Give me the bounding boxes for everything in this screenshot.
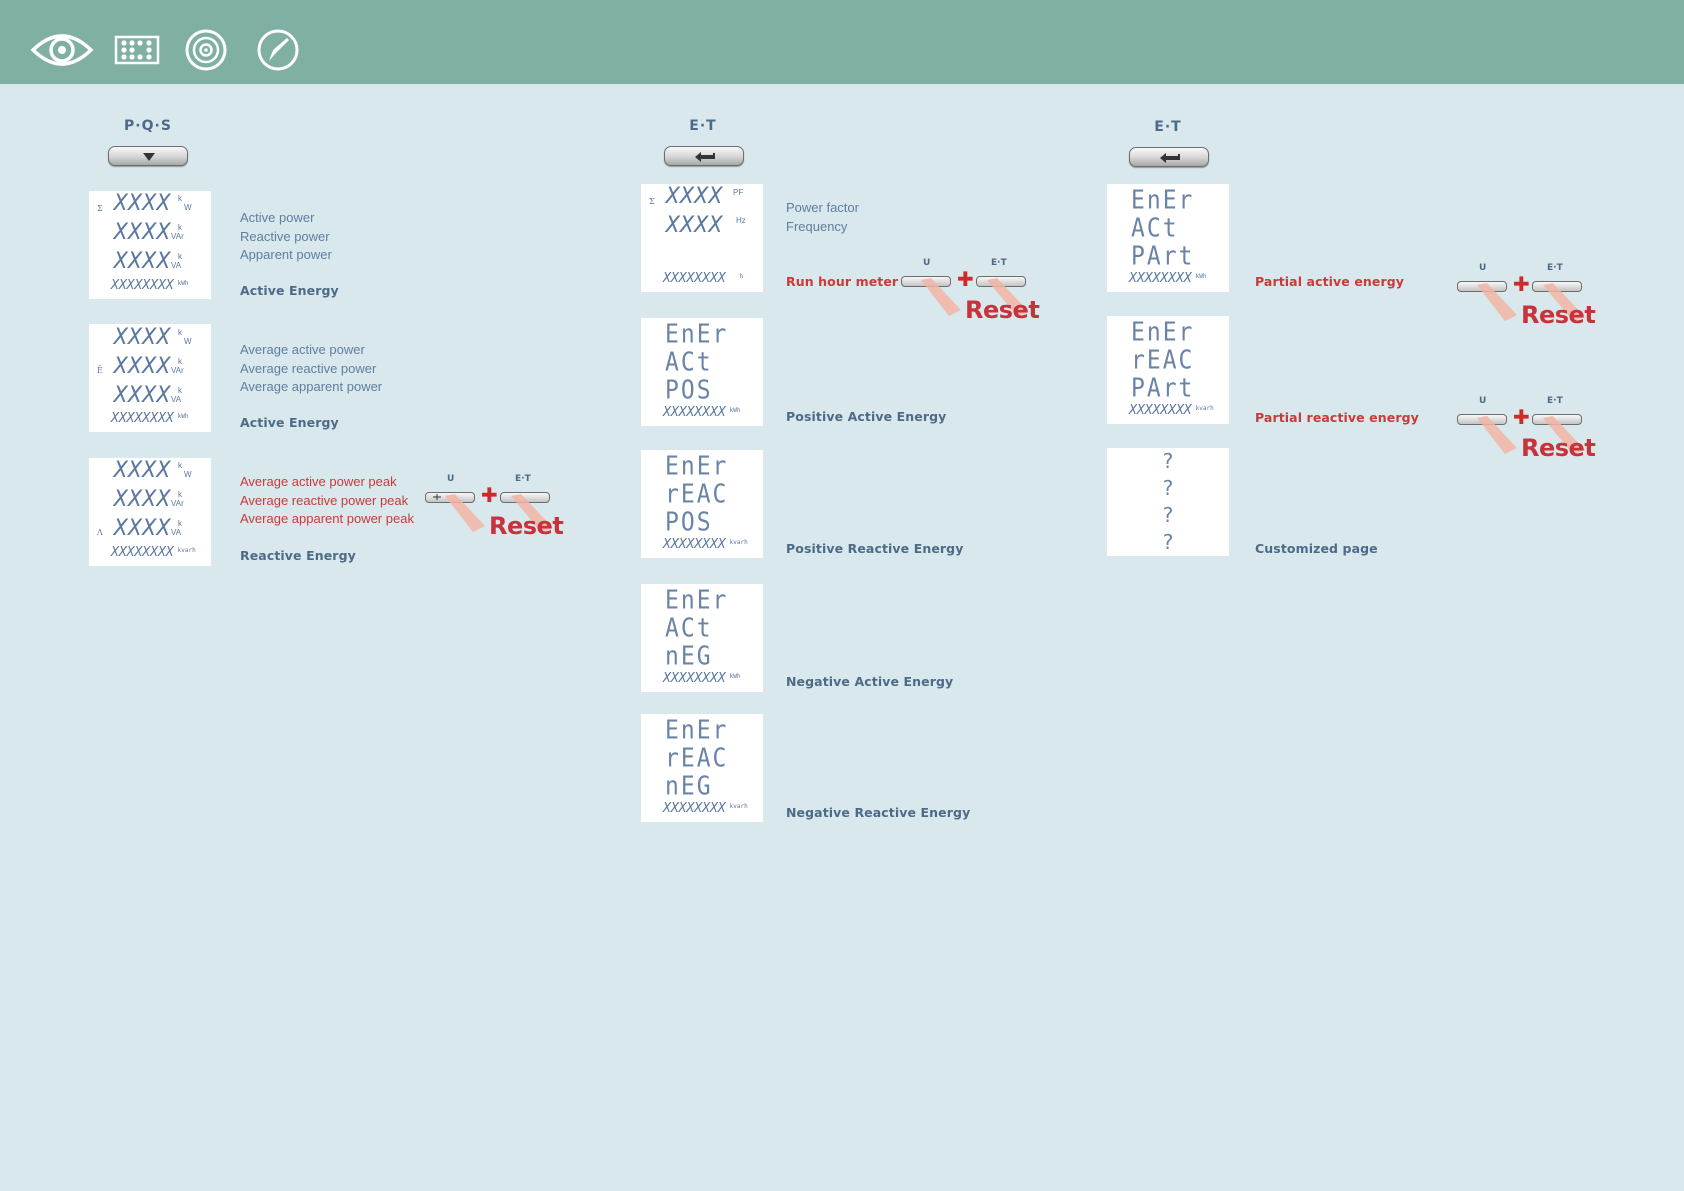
lcd-value: XXXX (114, 191, 171, 216)
unit-label: VAr (171, 232, 184, 241)
lcd-segment-text: EnEr (1131, 317, 1195, 347)
reset-combo (1457, 394, 1597, 470)
key-label-et: E·T (1547, 263, 1563, 273)
lcd-value: XXXX (114, 487, 171, 512)
key-label-u: U (923, 258, 931, 268)
lcd-value: XXXX (666, 184, 723, 209)
lcd-counter: XXXXXXXX $^{kvarh}$ (111, 545, 196, 560)
unit-label: VAr (171, 499, 184, 508)
et-key-button[interactable] (664, 146, 744, 166)
lcd-display-power-peak (89, 458, 211, 566)
lcd-segment-text: ACt (1131, 213, 1179, 243)
unit-prefix: k (178, 357, 182, 366)
lcd-counter: XXXXXXXX $^{kWh}$ (1129, 271, 1207, 286)
lcd-value: XXXX (114, 383, 171, 408)
unit-prefix: k (178, 194, 182, 203)
key-label-u: U (1479, 396, 1487, 406)
lcd-segment-text: PArt (1131, 241, 1195, 271)
label-negative-reactive-energy: Negative Reactive Energy (786, 805, 971, 820)
key-label-et: E·T (991, 258, 1007, 268)
key-label-et: E·T (515, 474, 531, 484)
header-bar (0, 0, 1684, 84)
unit-prefix: k (178, 490, 182, 499)
placeholder-glyph: ? (1162, 449, 1174, 473)
label-active-energy: Active Energy (240, 415, 339, 430)
et-key-button[interactable] (1129, 147, 1209, 167)
peak-symbol: Λ (97, 528, 103, 537)
unit-label: W (184, 203, 192, 212)
label-active-energy: Active Energy (240, 283, 339, 298)
lcd-segment-text: ACt (665, 347, 713, 377)
lcd-value: XXXX (114, 516, 171, 541)
lcd-segment-text: POS (665, 375, 713, 405)
plus-icon: ✚ (1513, 405, 1530, 429)
lcd-segment-text: nEG (665, 641, 713, 671)
pen-icon[interactable] (256, 26, 300, 74)
lcd-display-power (89, 191, 211, 299)
label-negative-active-energy: Negative Active Energy (786, 674, 954, 689)
unit-prefix: k (178, 386, 182, 395)
reset-label: Reset (1521, 301, 1596, 329)
lcd-display-customized (1107, 448, 1229, 556)
lcd-counter: XXXXXXXX $^{kWh}$ (111, 411, 189, 426)
unit-label: W (184, 337, 192, 346)
unit-label: VAr (171, 366, 184, 375)
unit-label: PF (733, 188, 744, 197)
label-customized-page: Customized page (1255, 541, 1378, 556)
unit-label: VA (171, 261, 182, 270)
lcd-display-positive-reactive (641, 450, 763, 558)
reset-label: Reset (1521, 434, 1596, 462)
lcd-segment-text: rEAC (1131, 345, 1195, 375)
reset-combo (901, 256, 1041, 332)
label-partial-active-energy: Partial active energy (1255, 274, 1405, 289)
lcd-display-partial-active (1107, 184, 1229, 292)
average-symbol: Ē (97, 366, 103, 375)
unit-prefix: k (178, 461, 182, 470)
key-label-u: U (1479, 263, 1487, 273)
description-power-peak: Average active power peak Average reactive power peak Average apparent power peak (240, 474, 414, 526)
lcd-counter: XXXXXXXX $^{kvarh}$ (1129, 403, 1214, 418)
unit-label: VA (171, 395, 182, 404)
lcd-segment-text: ACt (665, 613, 713, 643)
unit-label: Hz (736, 216, 746, 225)
unit-prefix: k (178, 223, 182, 232)
column-title-et: E·T (1154, 119, 1182, 135)
lcd-display-partial-reactive (1107, 316, 1229, 424)
label-positive-reactive-energy: Positive Reactive Energy (786, 541, 964, 556)
eye-icon[interactable] (30, 26, 94, 74)
lcd-segment-text: PArt (1131, 373, 1195, 403)
lcd-segment-text: EnEr (665, 585, 729, 615)
lcd-display-negative-reactive (641, 714, 763, 822)
lcd-counter: XXXXXXXX $^{kWh}$ (663, 671, 741, 686)
plus-icon: ✚ (957, 267, 974, 291)
placeholder-glyph: ? (1162, 503, 1174, 527)
lcd-segment-text: POS (665, 507, 713, 537)
settings-grid-icon[interactable] (114, 26, 160, 74)
lcd-segment-text: nEG (665, 771, 713, 801)
unit-label: W (184, 470, 192, 479)
description-average-power: Average active power Average reactive power Average apparent power (240, 342, 383, 394)
placeholder-glyph: ? (1162, 530, 1174, 554)
lcd-segment-text: EnEr (665, 451, 729, 481)
lcd-counter: XXXXXXXX $^{kWh}$ (111, 278, 189, 293)
target-icon[interactable] (184, 26, 228, 74)
unit-prefix: k (178, 252, 182, 261)
lcd-counter: XXXXXXXX $^{kvarh}$ (663, 801, 748, 816)
sigma-symbol: Σ (649, 197, 655, 206)
lcd-value: XXXX (666, 213, 723, 238)
lcd-segment-text: rEAC (665, 743, 729, 773)
lcd-counter: XXXXXXXX $^{kvarh}$ (663, 537, 748, 552)
label-partial-reactive-energy: Partial reactive energy (1255, 410, 1419, 425)
unit-label: VA (171, 528, 182, 537)
return-arrow-icon (665, 147, 745, 167)
label-reactive-energy: Reactive Energy (240, 548, 356, 563)
lcd-display-negative-active (641, 584, 763, 692)
down-arrow-icon (109, 147, 189, 167)
lcd-segment-text: EnEr (1131, 185, 1195, 215)
description-power: Active power Reactive power Apparent power (240, 210, 332, 262)
label-positive-active-energy: Positive Active Energy (786, 409, 947, 424)
lcd-counter: XXXXXXXX $^h$ (663, 271, 744, 286)
unit-prefix: k (178, 328, 182, 337)
lcd-display-positive-active (641, 318, 763, 426)
lcd-value: XXXX (114, 220, 171, 245)
lcd-display-average-power (89, 324, 211, 432)
lcd-value: XXXX (114, 325, 171, 350)
plus-icon: ✚ (481, 483, 498, 507)
lcd-value: XXXX (114, 249, 171, 274)
return-arrow-icon (1130, 148, 1210, 168)
key-label-et: E·T (1547, 396, 1563, 406)
key-label-u: U (447, 474, 455, 484)
lcd-counter: XXXXXXXX $^{kWh}$ (663, 405, 741, 420)
lcd-segment-text: EnEr (665, 715, 729, 745)
description-pf-frequency: Power factor Frequency (786, 200, 859, 234)
lcd-segment-text: rEAC (665, 479, 729, 509)
plus-icon: ✚ (1513, 272, 1530, 296)
unit-prefix: k (178, 519, 182, 528)
lcd-segment-text: EnEr (665, 319, 729, 349)
reset-combo (1457, 261, 1597, 337)
lcd-value: XXXX (114, 354, 171, 379)
lcd-value: XXXX (114, 458, 171, 483)
column-title-pqs: P·Q·S (124, 118, 172, 134)
column-title-et: E·T (689, 118, 717, 134)
placeholder-glyph: ? (1162, 476, 1174, 500)
lcd-display-pf-frequency (641, 184, 763, 292)
reset-combo (425, 472, 565, 548)
sigma-symbol: Σ (97, 204, 103, 213)
pqs-key-button[interactable] (108, 146, 188, 166)
label-run-hour-meter: Run hour meter (786, 274, 899, 289)
reset-label: Reset (489, 512, 564, 540)
reset-label: Reset (965, 296, 1040, 324)
